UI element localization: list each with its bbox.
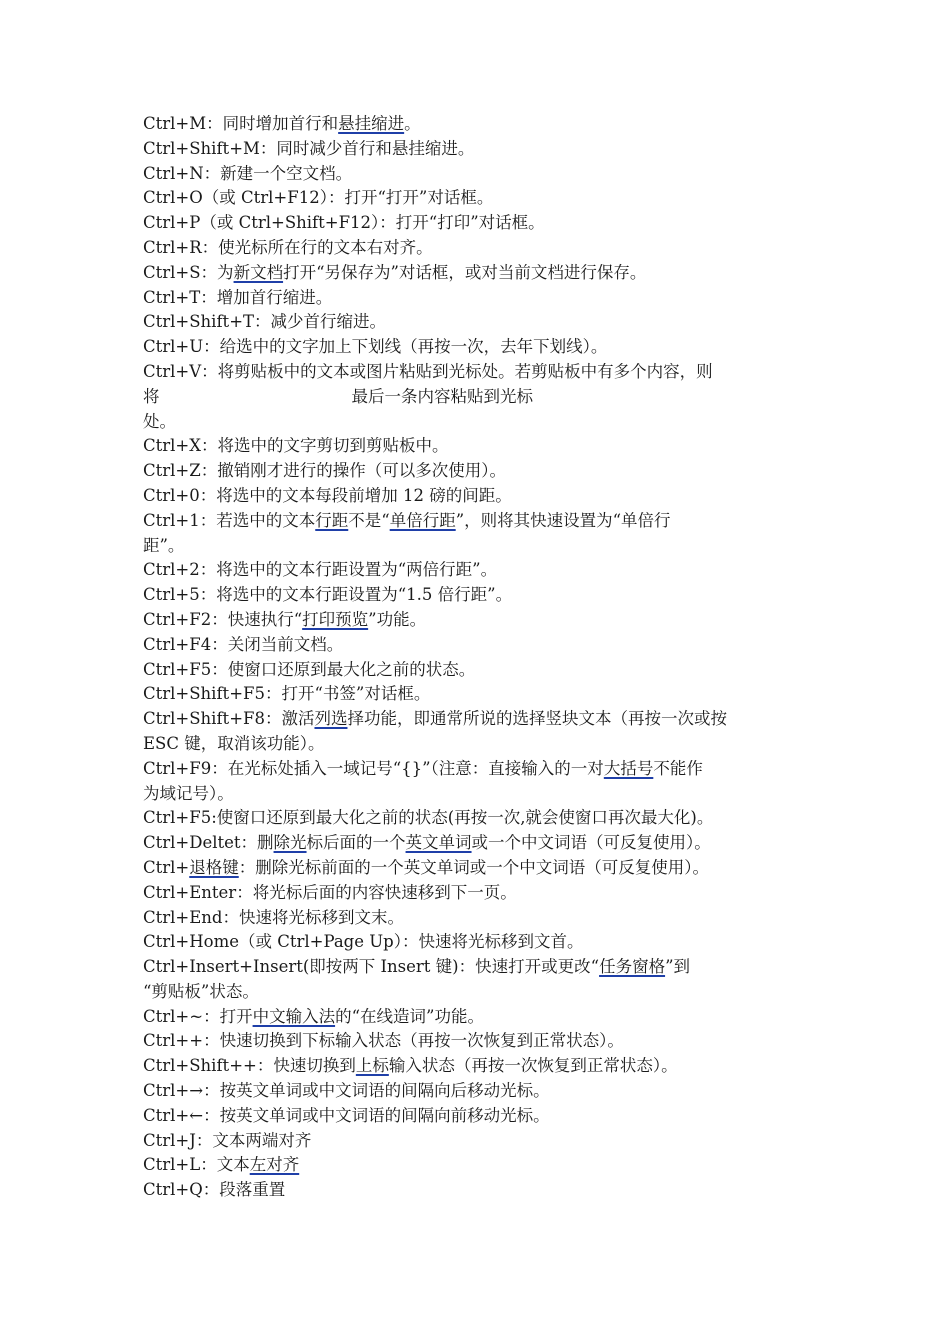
line-text: Ctrl+Home（或 Ctrl+Page Up）：快速将光标移到文首。	[143, 932, 584, 952]
text-line	[143, 658, 823, 683]
text-line	[143, 633, 823, 658]
text-line	[143, 1029, 823, 1054]
line-text: Ctrl+O（或 Ctrl+F12）：打开“打开”对话框。	[143, 188, 494, 208]
line-text: Ctrl+J：文本两端对齐	[143, 1130, 312, 1150]
hyperlink[interactable]: 大括号	[603, 758, 654, 778]
line-text: Ctrl+2：将选中的文本行距设置为“两倍行距”。	[143, 560, 498, 580]
text-line	[143, 335, 823, 360]
line-text: Ctrl+Insert+Insert(即按两下 Insert 键)：快速打开或更改“	[143, 957, 600, 977]
line-text: Ctrl++：快速切换到下标输入状态（再按一次恢复到正常状态）。	[143, 1031, 624, 1051]
line-text: Ctrl+End：快速将光标移到文末。	[143, 907, 404, 927]
line-text: Ctrl+M：同时增加首行和	[143, 114, 339, 133]
text-line	[143, 1153, 823, 1178]
hyperlink[interactable]: 单倍行距	[389, 510, 456, 530]
hyperlink[interactable]: 除光	[273, 833, 307, 853]
text-line	[143, 186, 823, 211]
text-line	[143, 558, 823, 583]
line-text: 的“在线造词”功能。	[335, 1006, 484, 1026]
text-line	[143, 1104, 823, 1129]
text-line	[143, 1079, 823, 1104]
line-text: Ctrl+S：为	[143, 262, 234, 282]
line-text: 。	[404, 114, 421, 133]
line-text: 不能作	[653, 758, 703, 778]
line-text: ”到	[665, 957, 690, 977]
text-line	[143, 881, 823, 906]
line-text: ”，则将其快速设置为“单倍行	[455, 510, 671, 530]
hyperlink[interactable]: 左对齐	[249, 1155, 300, 1175]
line-text: Ctrl+Shift+M：同时减少首行和悬挂缩进。	[143, 138, 475, 158]
hyperlink[interactable]: 中文输入法	[252, 1006, 336, 1026]
line-text: Ctrl+Shift+F5：打开“书签”对话框。	[143, 684, 431, 704]
line-text: 最后一条内容粘贴到光标	[351, 386, 533, 406]
line-text: Ctrl+Shift+T：减少首行缩进。	[143, 312, 387, 332]
hyperlink[interactable]: 任务窗格	[599, 957, 666, 977]
line-text: Ctrl+F9：在光标处插入一域记号“{}”（注意：直接输入的一对	[143, 758, 604, 778]
text-line	[143, 608, 823, 633]
hyperlink[interactable]: 上标	[355, 1056, 389, 1076]
hyperlink[interactable]: 列选	[314, 709, 348, 729]
text-line	[143, 434, 823, 459]
line-text: 距”。	[143, 535, 185, 555]
line-text: Ctrl+~：打开	[143, 1006, 253, 1026]
line-text: Ctrl+Shift++：快速切换到	[143, 1056, 356, 1076]
line-text: “剪贴板”状态。	[143, 981, 259, 1001]
line-text: Ctrl+←：按英文单词或中文词语的间隔向前移动光标。	[143, 1105, 550, 1125]
line-text: Ctrl+Q：段落重置	[143, 1180, 286, 1200]
line-text: 或一个中文词语（可反复使用）。	[471, 833, 711, 853]
text-line	[143, 534, 823, 559]
text-line	[143, 162, 823, 187]
line-text: ESC 键，取消该功能）。	[143, 733, 325, 753]
document-body	[143, 112, 823, 1203]
hyperlink[interactable]: 新文档	[233, 262, 284, 282]
hyperlink[interactable]: 行距	[315, 510, 349, 530]
line-text: 不是“	[348, 510, 390, 530]
text-line	[143, 236, 823, 261]
line-text: Ctrl+F5：使窗口还原到最大化之前的状态。	[143, 659, 476, 679]
text-line	[143, 310, 823, 335]
line-text: 输入状态（再按一次恢复到正常状态）。	[388, 1056, 678, 1076]
line-text: Ctrl+F4：关闭当前文档。	[143, 634, 344, 654]
hyperlink[interactable]: 英文单词	[405, 833, 472, 853]
text-line	[143, 261, 823, 286]
line-text: 处。	[143, 411, 176, 431]
text-line	[143, 583, 823, 608]
line-text: Ctrl+F5:使窗口还原到最大化之前的状态(再按一次,就会使窗口再次最大化)。	[143, 808, 714, 828]
text-line	[143, 955, 823, 980]
hyperlink[interactable]: 悬挂缩进	[338, 114, 405, 133]
line-text: ”功能。	[368, 609, 427, 629]
line-text: Ctrl+1：若选中的文本	[143, 510, 316, 530]
line-text: 打开“另保存为”对话框，或对当前文档进行保存。	[283, 262, 647, 282]
text-line	[143, 410, 823, 435]
text-line	[143, 707, 823, 732]
text-line	[143, 1129, 823, 1154]
line-text: 将	[143, 386, 160, 406]
text-line	[143, 782, 823, 807]
text-line	[143, 1054, 823, 1079]
line-text: Ctrl+5：将选中的文本行距设置为“1.5 倍行距”。	[143, 585, 513, 605]
text-line	[143, 906, 823, 931]
line-text: Ctrl+R：使光标所在行的文本右对齐。	[143, 237, 433, 257]
line-text: Ctrl+F2：快速执行“	[143, 609, 303, 629]
line-text: Ctrl+→：按英文单词或中文词语的间隔向后移动光标。	[143, 1081, 550, 1101]
hyperlink[interactable]: 退格键	[189, 857, 239, 877]
text-line	[143, 385, 823, 410]
line-text: ：删除光标前面的一个英文单词或一个中文词语（可反复使用）。	[238, 857, 709, 877]
text-line	[143, 856, 823, 881]
line-text: Ctrl+U：给选中的文字加上下划线（再按一次，去年下划线）。	[143, 337, 608, 357]
line-text: 择功能，即通常所说的选择竖块文本（再按一次或按	[347, 709, 727, 729]
line-text: Ctrl+Deltet：删	[143, 833, 274, 853]
hyperlink[interactable]: 打印预览	[302, 609, 369, 629]
text-line	[143, 484, 823, 509]
line-text: Ctrl+X：将选中的文字剪切到剪贴板中。	[143, 436, 449, 456]
line-text: Ctrl+T：增加首行缩进。	[143, 287, 333, 307]
text-line	[143, 1005, 823, 1030]
line-text: Ctrl+0：将选中的文本每段前增加 12 磅的间距。	[143, 485, 512, 505]
text-line	[143, 112, 823, 137]
line-text: 标后面的一个	[306, 833, 406, 853]
line-text: Ctrl+	[143, 857, 190, 877]
text-line	[143, 286, 823, 311]
line-text: Ctrl+Shift+F8：激活	[143, 709, 315, 729]
text-line	[143, 459, 823, 484]
line-text: Ctrl+N：新建一个空文档。	[143, 163, 353, 183]
line-text: Ctrl+Z：撤销刚才进行的操作（可以多次使用）。	[143, 461, 506, 481]
line-text: Ctrl+Enter：将光标后面的内容快速移到下一页。	[143, 882, 517, 902]
text-line	[143, 831, 823, 856]
text-line	[143, 137, 823, 162]
text-line	[143, 732, 823, 757]
text-line	[143, 930, 823, 955]
text-line	[143, 1178, 823, 1203]
line-text: Ctrl+P（或 Ctrl+Shift+F12）：打开“打印”对话框。	[143, 213, 545, 233]
line-text: 为域记号）。	[143, 783, 234, 803]
text-line	[143, 360, 823, 385]
line-text: Ctrl+L：文本	[143, 1155, 250, 1175]
text-line	[143, 509, 823, 534]
text-line	[143, 806, 823, 831]
line-text: Ctrl+V：将剪贴板中的文本或图片粘贴到光标处。若剪贴板中有多个内容，则	[143, 361, 713, 381]
text-line	[143, 980, 823, 1005]
text-line	[143, 682, 823, 707]
text-line	[143, 211, 823, 236]
text-line	[143, 757, 823, 782]
